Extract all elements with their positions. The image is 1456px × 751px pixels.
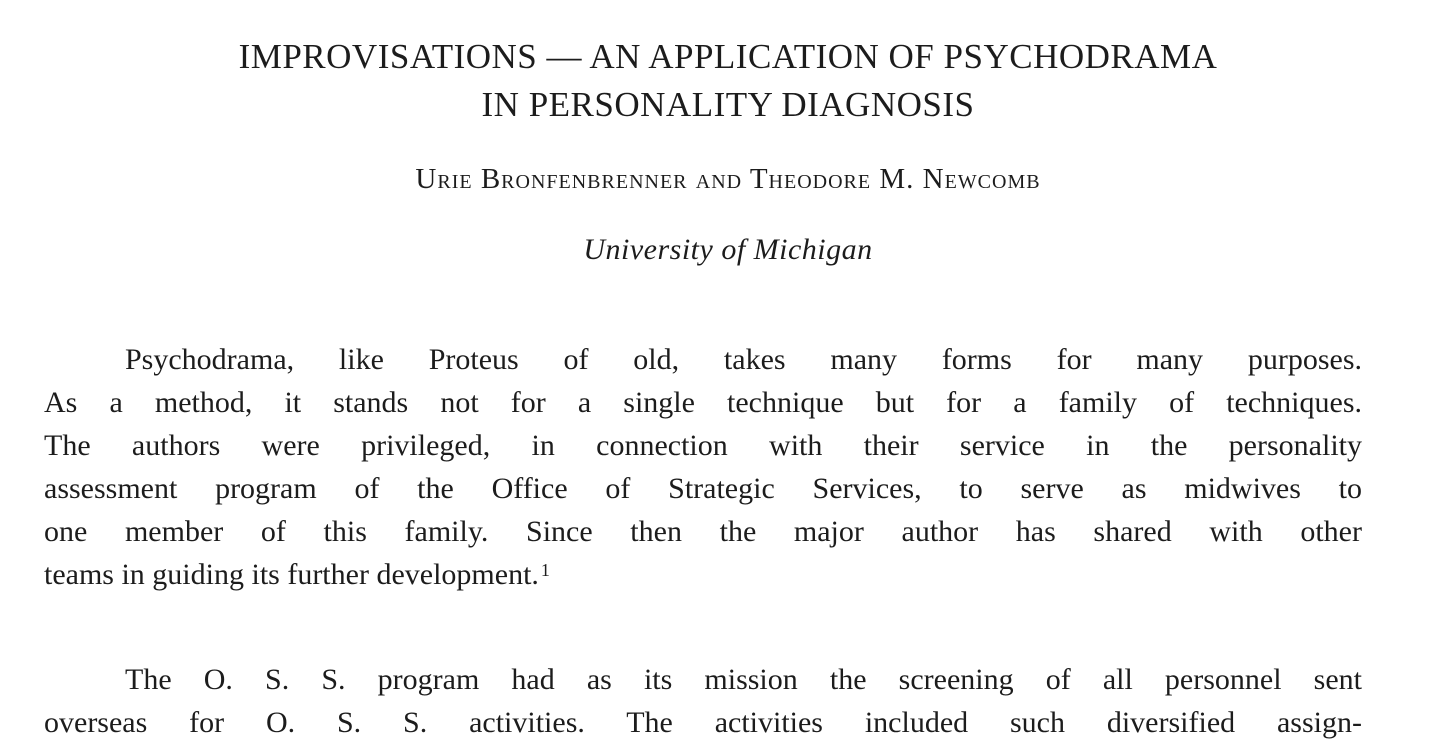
article-title-line-1: IMPROVISATIONS — AN APPLICATION OF PSYCHODRAMA <box>238 37 1218 76</box>
paragraph-1 <box>44 338 1362 596</box>
article-title-line-2: IN PERSONALITY DIAGNOSIS <box>481 85 975 124</box>
author-names: Urie Bronfenbrenner and Theodore M. Newcomb <box>415 163 1041 195</box>
paragraph-line: one member of this family. Since then the major author has shared with other <box>44 515 1362 548</box>
paragraph-line: assessment program of the Office of Strategic Services, to serve as midwives to <box>44 472 1362 505</box>
paragraph-line: Psychodrama, like Proteus of old, takes many forms for many purposes. <box>125 343 1362 376</box>
footnote-marker[interactable]: 1 <box>540 560 550 580</box>
paragraph-line: overseas for O. S. S. activities. The activities included such diversified assign- <box>44 706 1362 739</box>
paragraph-line-last <box>44 553 1362 596</box>
paragraph-2 <box>44 658 1362 744</box>
paragraph-line: The O. S. S. program had as its mission the screening of all personnel sent <box>125 663 1362 696</box>
paragraph-line: The authors were privileged, in connection with their service in the personality <box>44 429 1362 462</box>
paragraph-line-text: teams in guiding its further development. <box>44 558 539 591</box>
author-affiliation: University of Michigan <box>583 233 873 266</box>
paragraph-line: As a method, it stands not for a single technique but for a family of techniques. <box>44 386 1362 419</box>
